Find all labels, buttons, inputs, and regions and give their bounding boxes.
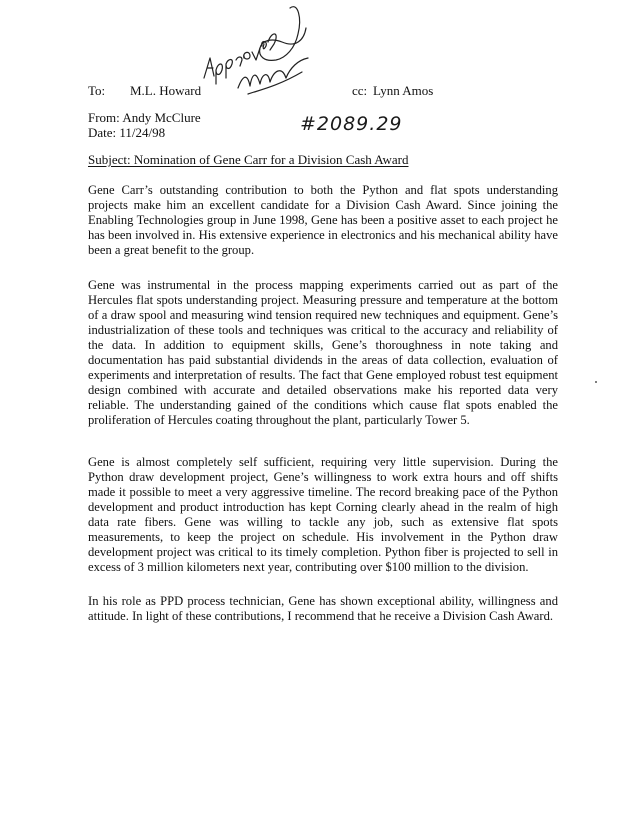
margin-mark [595,381,597,383]
cc-recipient: Lynn Amos [373,83,434,98]
body-paragraph-1: Gene Carr’s outstanding contribution to both the Python and flat spots understanding projects make him an excellent candidate for a Division Cash Award. Since joining the Enabling Technologies group in June 1998, Gene has been a positive asset to each project he has been involved in. His extensive experience in electronics and his mechanical ability have been a great benefit to the group. [88,183,558,257]
to-recipient: M.L. Howard [130,83,202,98]
date-line: Date: 11/24/98 [88,125,166,140]
body-paragraph-4: In his role as PPD process technician, Gene has shown exceptional ability, willingness and attitude. In light of these contributions, I recommend that he receive a Division Cash Award. [88,594,558,623]
cc-label: cc: [352,83,368,98]
from-line: From: Andy McClure [88,110,201,125]
handwritten-signature [198,0,328,100]
body-paragraph-2: Gene was instrumental in the process mapping experiments carried out as part of the Hercules flat spots understanding project. Measuring pressure and temperature at the bottom of a draw spool and measuring wind tension required new techniques and equipment. Gene’s industrialization of these tools and techniques was critical to the accuracy and reliability of the data. In addition to equipment skills, Gene’s thoroughness in note taking and documentation has paid substantial dividends in the areas of data collection, evaluation of experiments and interpretation of results. The fact that Gene employed robust test equipment design combined with accurate and detailed observations make his reported data very reliable. The understanding gained of the conditions which cause flat spots enabled the proliferation of Hercules coating throughout the plant, particularly Tower 5. [88,278,558,427]
to-label: To: [88,83,106,98]
subject-line: Subject: Nomination of Gene Carr for a Division Cash Award [88,152,409,167]
reference-number-text: #2089.29 [300,113,403,135]
body-paragraph-3: Gene is almost completely self sufficient, requiring very little supervision. During the Python draw development project, Gene’s willingness to work extra hours and off shifts made it possible to meet a very aggressive timeline. The record breaking pace of the Python development and product introduction has kept Corning clearly ahead in the realm of high data rate fibers. Gene was willing to tackle any job, such as extensive flat spots measurements, to keep the project on schedule. His involvement in the Python draw development project was critical to its timely completion. Python fiber is projected to sell in excess of 3 million kilometers next year, contributing over $100 million to the division. [88,455,558,574]
handwritten-reference-number [300,113,410,149]
